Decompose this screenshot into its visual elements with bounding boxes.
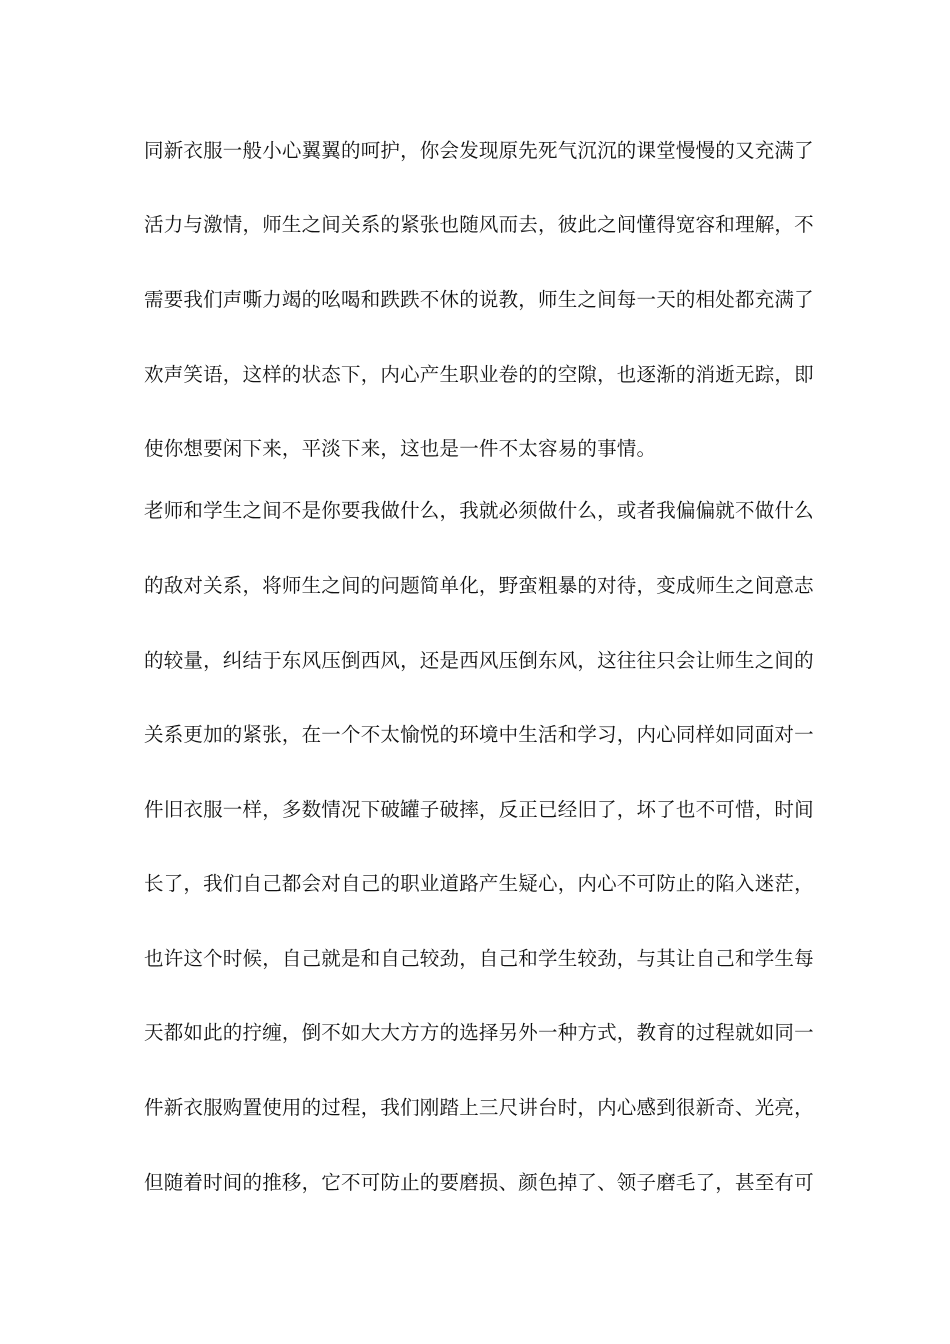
text-line: 活力与激情，师生之间关系的紧张也随风而去，彼此之间懂得宽容和理解，不 <box>144 213 814 236</box>
text-line: 老师和学生之间不是你要我做什么，我就必须做什么，或者我偏偏就不做什么 <box>144 499 814 522</box>
text-line: 天都如此的拧缠，倒不如大大方方的选择另外一种方式，教育的过程就如同一 <box>144 1021 814 1044</box>
text-line: 但随着时间的推移，它不可防止的要磨损、颜色掉了、领子磨毛了，甚至有可 <box>144 1171 814 1194</box>
text-line: 长了，我们自己都会对自己的职业道路产生疑心，内心不可防止的陷入迷茫， <box>144 872 814 895</box>
text-line: 需要我们声嘶力竭的吆喝和跌跌不休的说教，师生之间每一天的相处都充满了 <box>144 288 814 311</box>
text-line: 同新衣服一般小心翼翼的呵护，你会发现原先死气沉沉的课堂慢慢的又充满了 <box>144 139 814 162</box>
text-line: 的敌对关系，将师生之间的问题简单化，野蛮粗暴的对待，变成师生之间意志 <box>144 574 814 597</box>
text-line: 欢声笑语，这样的状态下，内心产生职业卷的的空隙，也逐渐的消逝无踪，即 <box>144 363 814 386</box>
text-line: 件新衣服购置使用的过程，我们刚踏上三尺讲台时，内心感到很新奇、光亮， <box>144 1096 814 1119</box>
text-line: 关系更加的紧张，在一个不太愉悦的环境中生活和学习，内心同样如同面对一 <box>144 723 814 746</box>
text-line: 件旧衣服一样，多数情况下破罐子破摔，反正已经旧了，坏了也不可惜，时间 <box>144 798 814 821</box>
text-line: 也许这个时候，自己就是和自己较劲，自己和学生较劲，与其让自己和学生每 <box>144 947 814 970</box>
text-line: 使你想要闲下来，平淡下来，这也是一件不太容易的事情。 <box>144 437 657 460</box>
text-line: 的较量，纠结于东风压倒西风，还是西风压倒东风，这往往只会让师生之间的 <box>144 649 814 672</box>
